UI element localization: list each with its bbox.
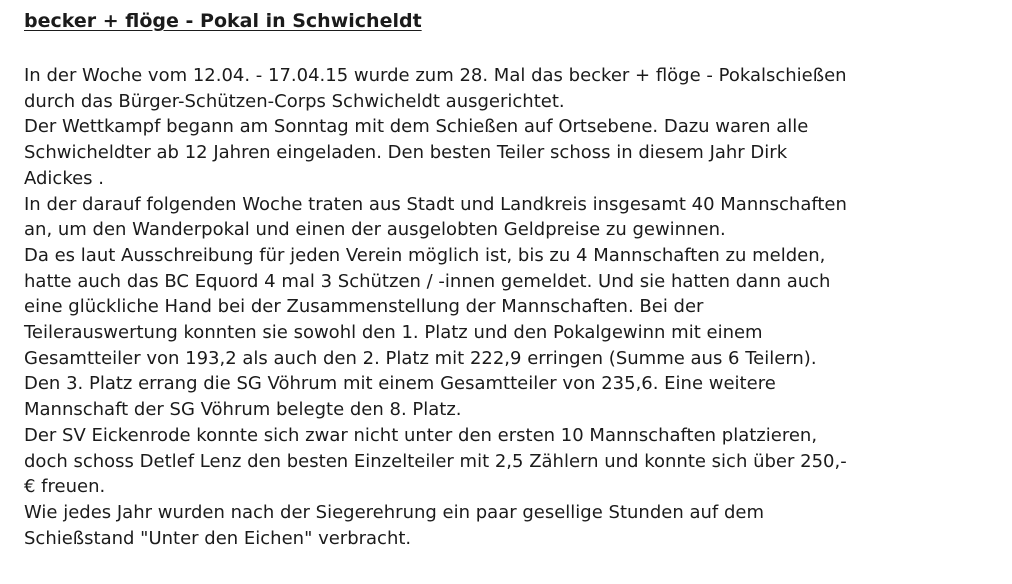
text-line: Wie jedes Jahr wurden nach der Siegerehrung ein paar gesellige Stunden auf dem — [24, 501, 764, 523]
text-line: In der Woche vom 12.04. - 17.04.15 wurde zum 28. Mal das becker + flöge - Pokalschießen — [24, 65, 847, 86]
text-line: In der darauf folgenden Woche traten aus Stadt und Landkreis insgesamt 40 Mannschaften — [24, 193, 847, 215]
text-line: € freuen. — [24, 476, 106, 498]
text-line: doch schoss Detlef Lenz den besten Einzelteiler mit 2,5 Zählern und konnte sich über 250,- — [24, 450, 847, 472]
text-line: Mannschaft der SG Vöhrum belegte den 8. Platz. — [24, 399, 462, 421]
text-line: an, um den Wanderpokal und einen der ausgelobten Geldpreise zu gewinnen. — [24, 219, 726, 241]
text-line: Gesamtteiler von 193,2 als auch den 2. Platz mit 222,9 erringen (Summe aus 6 Teilern). — [24, 347, 817, 369]
text-line: Den 3. Platz errang die SG Vöhrum mit einem Gesamtteiler von 235,6. Eine weitere — [24, 373, 776, 395]
text-line: eine glückliche Hand bei der Zusammenstellung der Mannschaften. Bei der — [24, 296, 704, 318]
text-line: Da es laut Ausschreibung für jeden Verein möglich ist, bis zu 4 Mannschaften zu melden, — [24, 244, 826, 266]
text-line: Der Wettkampf begann am Sonntag mit dem Schießen auf Ortsebene. Dazu waren alle — [24, 116, 809, 138]
document-title: becker + flöge - Pokal in Schwicheldt — [24, 10, 422, 32]
text-line: Adickes . — [24, 167, 104, 189]
text-line: Schießstand "Unter den Eichen" verbracht. — [24, 527, 412, 549]
text-line: Teilerauswertung konnten sie sowohl den 1. Platz und den Pokalgewinn mit einem — [24, 322, 763, 344]
text-line: hatte auch das BC Equord 4 mal 3 Schützen / -innen gemeldet. Und sie hatten dann auch — [24, 270, 831, 292]
text-line: durch das Bürger-Schützen-Corps Schwicheldt ausgerichtet. — [24, 90, 565, 112]
text-line: Der SV Eickenrode konnte sich zwar nicht unter den ersten 10 Mannschaften platzieren, — [24, 424, 818, 446]
document-body — [24, 63, 1004, 551]
text-line: Schwicheldter ab 12 Jahren eingeladen. Den besten Teiler schoss in diesem Jahr Dirk — [24, 142, 788, 164]
